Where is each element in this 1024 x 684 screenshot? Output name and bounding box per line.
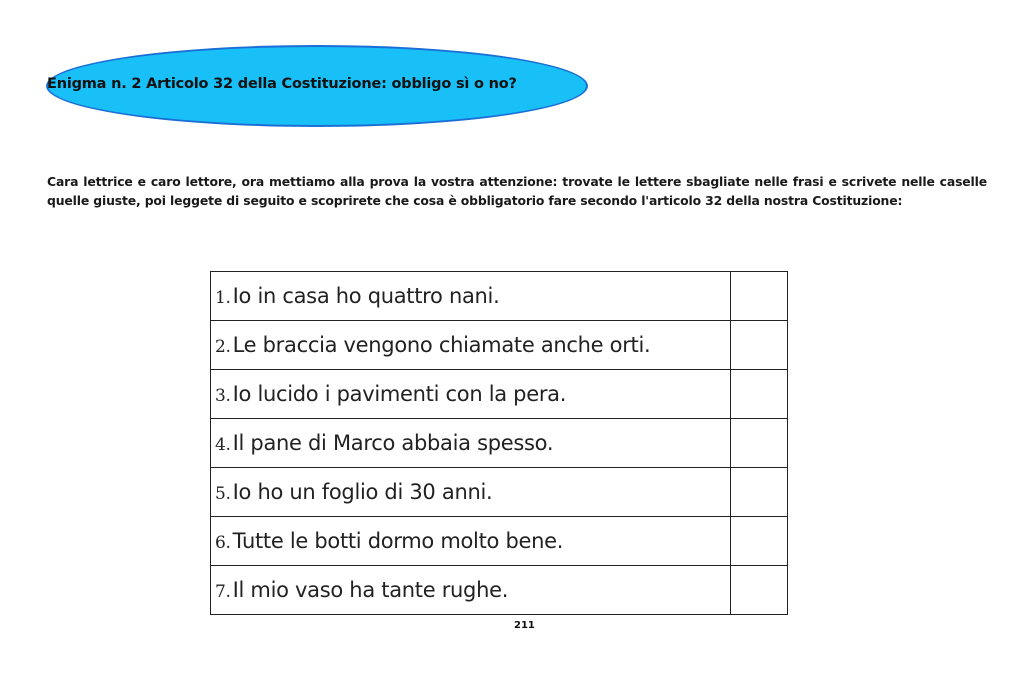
sentence-text: Io in casa ho quattro nani.: [232, 284, 500, 308]
sentence-cell: [211, 566, 731, 615]
sentence-cell: [211, 272, 731, 321]
answer-box[interactable]: [731, 517, 788, 566]
row-number: 4.: [215, 435, 231, 455]
sentence-cell: [211, 468, 731, 517]
instructions-paragraph: Cara lettrice e caro lettore, ora mettiamo alla prova la vostra attenzione: trovate le lettere sbagliate nelle frasi e scrivete nelle caselle quelle giuste, poi leggete di seguito e scoprirete che cosa è obbligatorio fare secondo l'articolo 32 della nostra Costituzione:: [47, 174, 987, 208]
puzzle-table: [210, 271, 788, 615]
answer-box[interactable]: [731, 468, 788, 517]
row-number: 1.: [215, 288, 231, 308]
sentence-cell: [211, 419, 731, 468]
table-row: [211, 272, 788, 321]
answer-box[interactable]: [731, 370, 788, 419]
sentence-cell: [211, 370, 731, 419]
sentence-text: Io lucido i pavimenti con la pera.: [232, 382, 567, 406]
sentence-text: Tutte le botti dormo molto bene.: [232, 529, 564, 553]
sentence-text: Il pane di Marco abbaia spesso.: [232, 431, 554, 455]
table-row: [211, 517, 788, 566]
row-number: 6.: [215, 533, 231, 553]
page-title: Enigma n. 2 Articolo 32 della Costituzione: obbligo sì o no?: [47, 76, 517, 92]
sentence-text: Il mio vaso ha tante rughe.: [232, 578, 509, 602]
table-row: [211, 419, 788, 468]
table-row: [211, 321, 788, 370]
row-number: 7.: [215, 582, 231, 602]
answer-box[interactable]: [731, 419, 788, 468]
table-row: [211, 468, 788, 517]
answer-box[interactable]: [731, 566, 788, 615]
table-row: [211, 370, 788, 419]
answer-box[interactable]: [731, 321, 788, 370]
page-number: 211: [514, 620, 535, 631]
sentence-cell: [211, 517, 731, 566]
answer-box[interactable]: [731, 272, 788, 321]
table-row: [211, 566, 788, 615]
row-number: 5.: [215, 484, 231, 504]
sentence-cell: [211, 321, 731, 370]
row-number: 2.: [215, 337, 231, 357]
sentence-text: Io ho un foglio di 30 anni.: [232, 480, 493, 504]
sentence-text: Le braccia vengono chiamate anche orti.: [232, 333, 651, 357]
row-number: 3.: [215, 386, 231, 406]
